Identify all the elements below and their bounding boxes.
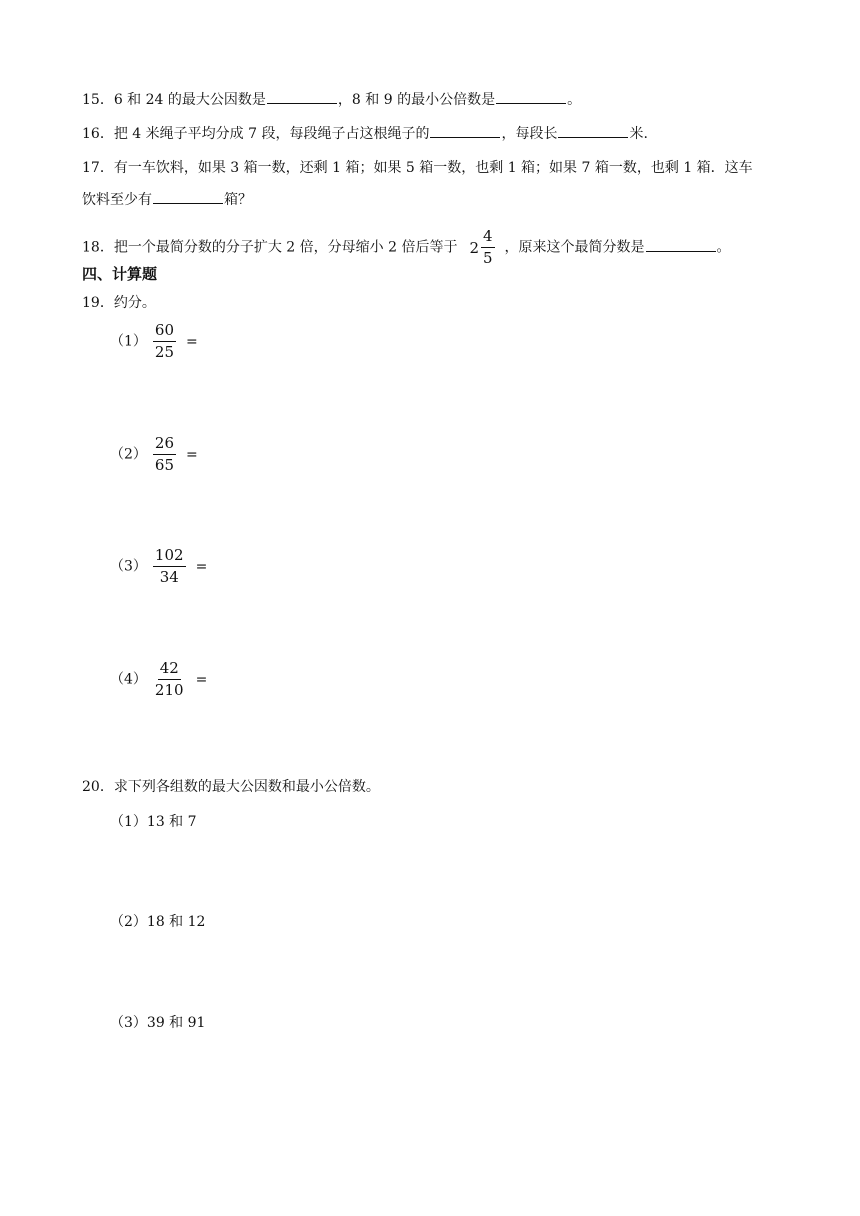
fraction-numerator: 42 — [158, 660, 181, 680]
subquestion-text: 39 和 91 — [146, 1015, 206, 1031]
equals-sign: = — [186, 446, 198, 463]
question-text: 求下列各组数的最大公因数和最小公倍数。 — [113, 779, 380, 795]
subquestion-19-1 — [110, 322, 198, 361]
question-number: 20． — [82, 779, 114, 795]
fraction — [153, 322, 176, 361]
section-heading: 四、计算题 — [82, 265, 158, 283]
subquestion-19-2 — [110, 435, 198, 474]
fraction-denominator: 25 — [154, 343, 175, 361]
subquestion-label: （1） — [110, 333, 147, 350]
fraction-denominator: 5 — [483, 249, 493, 267]
question-15 — [82, 89, 581, 110]
subquestion-label: （3） — [110, 558, 147, 575]
question-17 — [82, 158, 753, 178]
question-number: 15． — [82, 92, 114, 108]
subquestion-20-2 — [110, 912, 205, 932]
question-text: ，8 和 9 的最小公倍数是 — [337, 92, 496, 108]
question-text: 。 — [716, 239, 731, 256]
question-17-line-2 — [82, 189, 252, 210]
fraction — [153, 547, 186, 586]
equals-sign: = — [186, 333, 198, 350]
question-text: 约分。 — [113, 295, 156, 311]
answer-blank[interactable] — [496, 89, 566, 104]
subquestion-20-1 — [110, 812, 197, 832]
subquestion-19-4 — [110, 660, 207, 699]
question-19 — [82, 293, 156, 313]
subquestion-text: 13 和 7 — [146, 814, 197, 830]
equals-sign: = — [195, 558, 208, 575]
question-number: 17． — [82, 160, 114, 176]
fraction-denominator: 34 — [159, 568, 179, 586]
question-text: ，原来这个最简分数是 — [504, 239, 645, 256]
question-text: 。 — [567, 92, 582, 108]
question-number: 16． — [82, 126, 114, 142]
fraction-numerator: 102 — [153, 547, 186, 567]
question-16 — [82, 123, 648, 144]
fraction — [153, 660, 186, 699]
question-text: 米. — [629, 126, 648, 142]
question-text: 把一个最简分数的分子扩大 2 倍，分母缩小 2 倍后等于 — [113, 239, 458, 256]
question-20 — [82, 777, 380, 797]
question-text: 有一车饮料，如果 3 箱一数，还剩 1 箱；如果 5 箱一数，也剩 1 箱；如果 7 箱一数，也剩 1 箱．这车 — [113, 160, 753, 176]
answer-blank[interactable] — [430, 123, 500, 138]
question-text: 6 和 24 的最大公因数是 — [113, 92, 266, 108]
subquestion-19-3 — [110, 547, 207, 586]
fraction-denominator: 65 — [154, 456, 175, 474]
question-text: 把 4 米绳子平均分成 7 段，每段绳子占这根绳子的 — [113, 126, 430, 142]
answer-blank[interactable] — [646, 237, 716, 252]
answer-blank[interactable] — [153, 189, 223, 204]
subquestion-text: 18 和 12 — [146, 914, 206, 930]
question-text: ，每段长 — [501, 126, 558, 142]
whole-part: 2 — [469, 238, 479, 257]
fraction-numerator: 26 — [153, 435, 176, 455]
answer-blank[interactable] — [558, 123, 628, 138]
subquestion-label: （1） — [110, 814, 147, 830]
subquestion-label: （4） — [110, 671, 147, 688]
fraction-numerator: 60 — [153, 322, 176, 342]
fraction-numerator: 4 — [481, 228, 495, 248]
fraction-denominator: 210 — [154, 681, 184, 699]
question-number: 18． — [82, 239, 114, 256]
subquestion-20-3 — [110, 1013, 205, 1033]
subquestion-label: （3） — [110, 1015, 147, 1031]
subquestion-label: （2） — [110, 914, 147, 930]
fraction — [153, 435, 176, 474]
answer-blank[interactable] — [267, 89, 337, 104]
mixed-number — [469, 228, 494, 267]
equals-sign: = — [195, 671, 208, 688]
question-number: 19． — [82, 295, 114, 311]
question-18 — [82, 228, 731, 267]
question-text: 饮料至少有 — [82, 192, 152, 208]
question-text: 箱？ — [224, 192, 252, 208]
subquestion-label: （2） — [110, 446, 147, 463]
